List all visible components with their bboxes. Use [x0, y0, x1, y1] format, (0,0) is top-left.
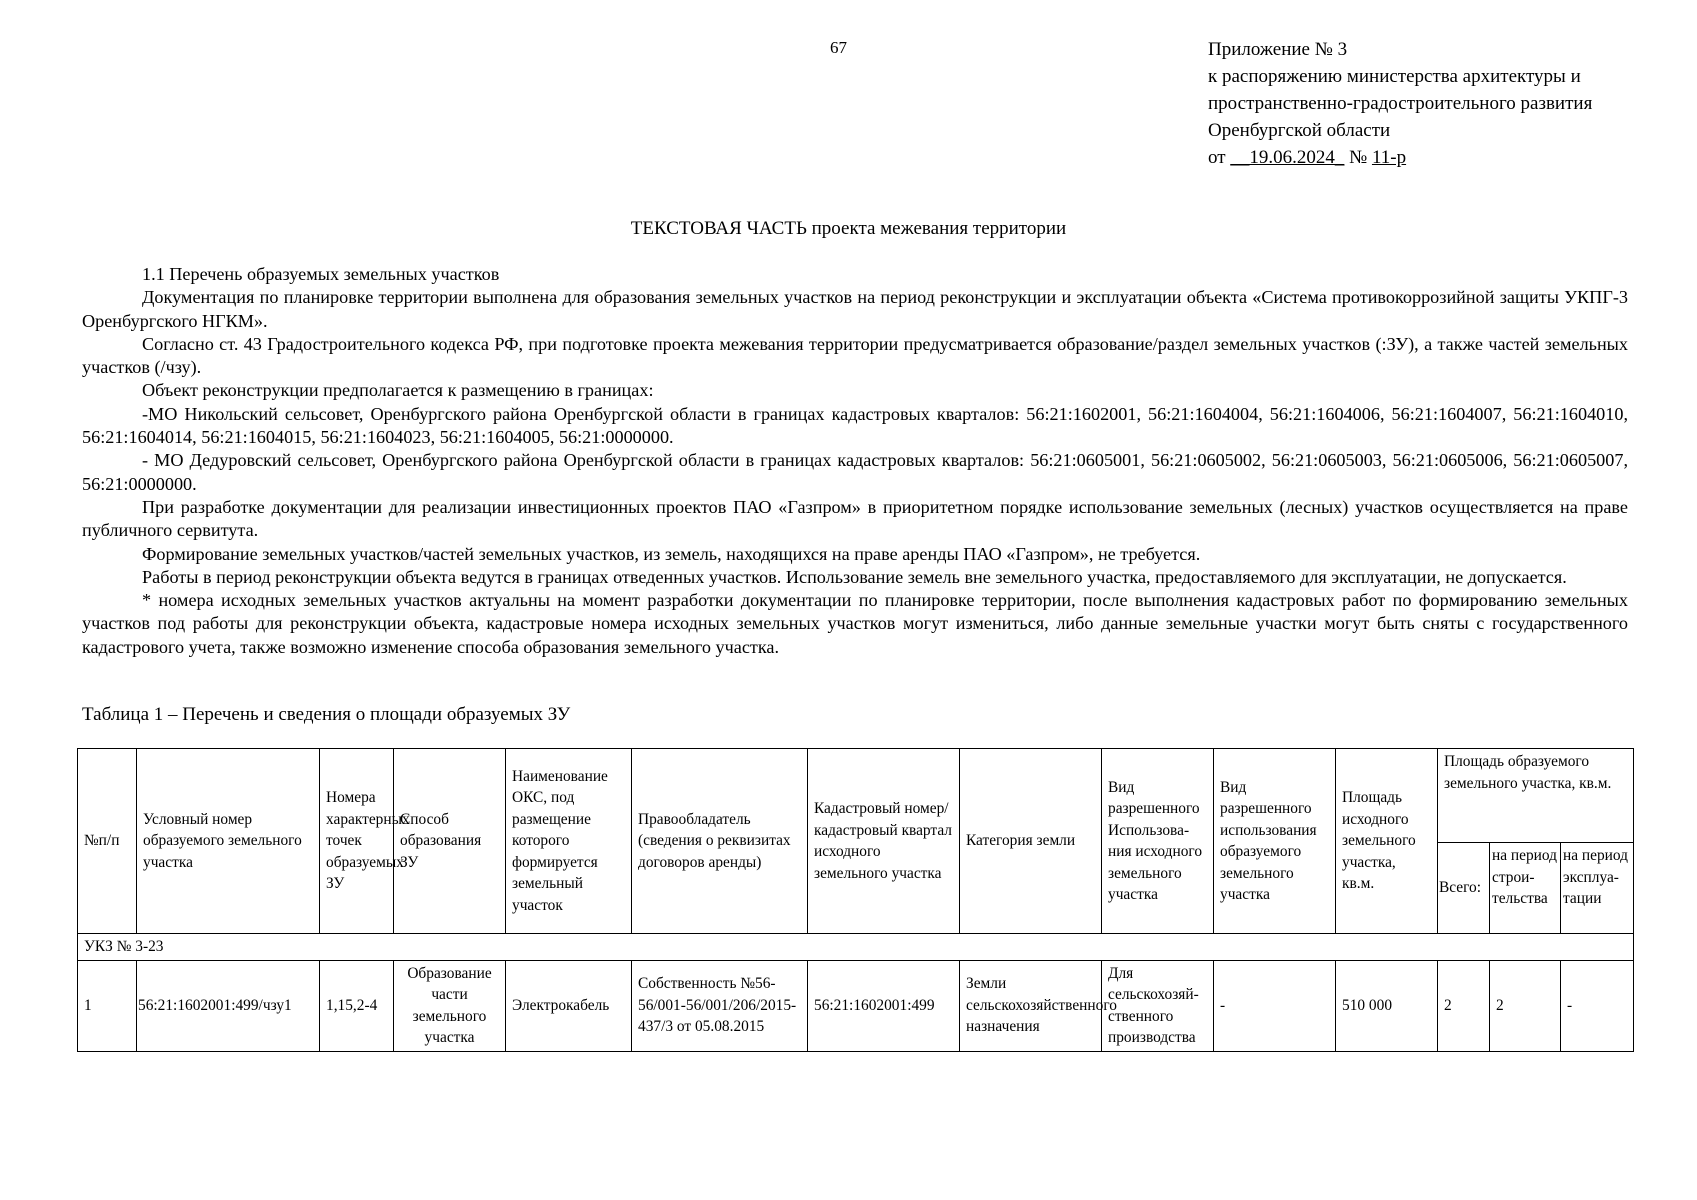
annex-header: [1208, 36, 1592, 171]
table-row: [78, 960, 1634, 1051]
annex-line-1: Приложение № 3: [1208, 39, 1348, 60]
annex-number: 11-р: [1371, 147, 1407, 168]
paragraph: * номера исходных земельных участков актуальны на момент разработки документации по планировке территории, после выполнения кадастровых работ по формированию земельных участков под работы для реконструкции объекта, кадастровые номера исходных земельных участков могут измениться, либо данные земельные участки могут быть сняты с государственного кадастрового учета, также возможно изменение способа образования земельного участка.: [82, 590, 1628, 657]
cell-use-source: Для сельскохозяй-ственного производства: [1102, 960, 1214, 1051]
header-area-source: Площадь исходного земельного участка, кв.м.: [1336, 749, 1438, 934]
cell-cond-number: 56:21:1602001:499/чзу1: [137, 960, 320, 1051]
paragraph: При разработке документации для реализации инвестиционных проектов ПАО «Газпром» в приоритетном порядке использование земельных (лесных) участков осуществляется на праве публичного сервитута.: [82, 496, 1628, 541]
cell-area-operation: -: [1561, 960, 1634, 1051]
paragraph: Формирование земельных участков/частей земельных участков, из земель, находящихся на праве аренды ПАО «Газпром», не требуется.: [142, 543, 1201, 564]
header-category: Категория земли: [960, 749, 1102, 934]
body-text: [82, 263, 1628, 659]
header-area-construction: на период строи-тельства: [1490, 843, 1561, 934]
paragraph: Согласно ст. 43 Градостроительного кодекса РФ, при подготовке проекта межевания территории предусматривается образование/раздел земельных участков (:ЗУ), а также частей земельных участков (/чзу).: [82, 333, 1628, 378]
header-points: Номера характерных точек образуемых ЗУ: [320, 749, 394, 934]
header-area-operation: на период эксплуа-тации: [1561, 843, 1634, 934]
annex-line-3: пространственно-градостроительного развития: [1208, 93, 1593, 114]
header-use-formed: Вид разрешенного использования образуемого земельного участка: [1214, 749, 1336, 934]
section-heading: 1.1 Перечень образуемых земельных участков: [142, 264, 500, 284]
header-oks: Наименование ОКС, под размещение которого формируется земельный участок: [506, 749, 632, 934]
cell-category: Земли сельскохозяйственного назначения: [960, 960, 1102, 1051]
paragraph: -МО Никольский сельсовет, Оренбургского района Оренбургской области в границах кадастровых кварталов: 56:21:1602001, 56:21:1604004, 56:21:1604006, 56:21:1604007, 56:21:1604010, 56:21:1604014, 56:21:1604015, 56:21:1604023, 56:21:1604005, 56:21:0000000.: [82, 403, 1628, 448]
annex-line-4: Оренбургской области: [1208, 120, 1391, 141]
header-cond-number: Условный номер образуемого земельного участка: [137, 749, 320, 934]
annex-number-prefix: №: [1349, 147, 1368, 168]
header-area-total: Всего:: [1438, 843, 1490, 934]
document-title: ТЕКСТОВАЯ ЧАСТЬ проекта межевания территории: [630, 218, 1067, 239]
group-label: УКЗ № 3-23: [78, 934, 1634, 961]
header-method: Способ образования ЗУ: [394, 749, 506, 934]
header-use-source: Вид разрешенного Использова-ния исходного земельного участка: [1102, 749, 1214, 934]
cell-area-construction: 2: [1490, 960, 1561, 1051]
cell-cadastral: 56:21:1602001:499: [808, 960, 960, 1051]
paragraph: Документация по планировке территории выполнена для образования земельных участков на период реконструкции и эксплуатации объекта «Система противокоррозийной защиты УКПГ-3 Оренбургского НГКМ».: [82, 287, 1628, 331]
paragraph: - МО Дедуровский сельсовет, Оренбургского района Оренбургской области в границах кадастровых кварталов: 56:21:0605001, 56:21:0605002, 56:21:0605003, 56:21:0605006, 56:21:0605007, 56:21:0000000.: [82, 450, 1628, 494]
page-number: 67: [830, 38, 847, 57]
cell-points: 1,15,2-4: [320, 960, 394, 1051]
annex-line-2: к распоряжению министерства архитектуры и: [1208, 66, 1581, 87]
land-plots-table: [77, 748, 1634, 1052]
header-area-formed: Площадь образуемого земельного участка, кв.м.: [1438, 749, 1634, 843]
header-owner: Правообладатель (сведения о реквизитах договоров аренды): [632, 749, 808, 934]
paragraph: Объект реконструкции предполагается к размещению в границах:: [142, 380, 654, 401]
cell-method: Образование части земельного участка: [394, 960, 506, 1051]
cell-owner: Собственность №56-56/001-56/001/206/2015-437/3 от 05.08.2015: [632, 960, 808, 1051]
table-caption: Таблица 1 – Перечень и сведения о площади образуемых ЗУ: [82, 704, 571, 725]
annex-date-prefix: от: [1208, 147, 1226, 168]
cell-oks: Электрокабель: [506, 960, 632, 1051]
cell-use-formed: -: [1214, 960, 1336, 1051]
header-num: №п/п: [78, 749, 137, 934]
header-cadastral: Кадастровый номер/кадастровый квартал исходного земельного участка: [808, 749, 960, 934]
cell-area-total: 2: [1438, 960, 1490, 1051]
paragraph: Работы в период реконструкции объекта ведутся в границах отведенных участков. Использование земель вне земельного участка, предоставляемого для эксплуатации, не допускается.: [142, 566, 1567, 587]
cell-num: 1: [78, 960, 137, 1051]
annex-date-line: [1208, 144, 1592, 171]
annex-date: __19.06.2024_: [1230, 147, 1345, 168]
cell-area-source: 510 000: [1336, 960, 1438, 1051]
